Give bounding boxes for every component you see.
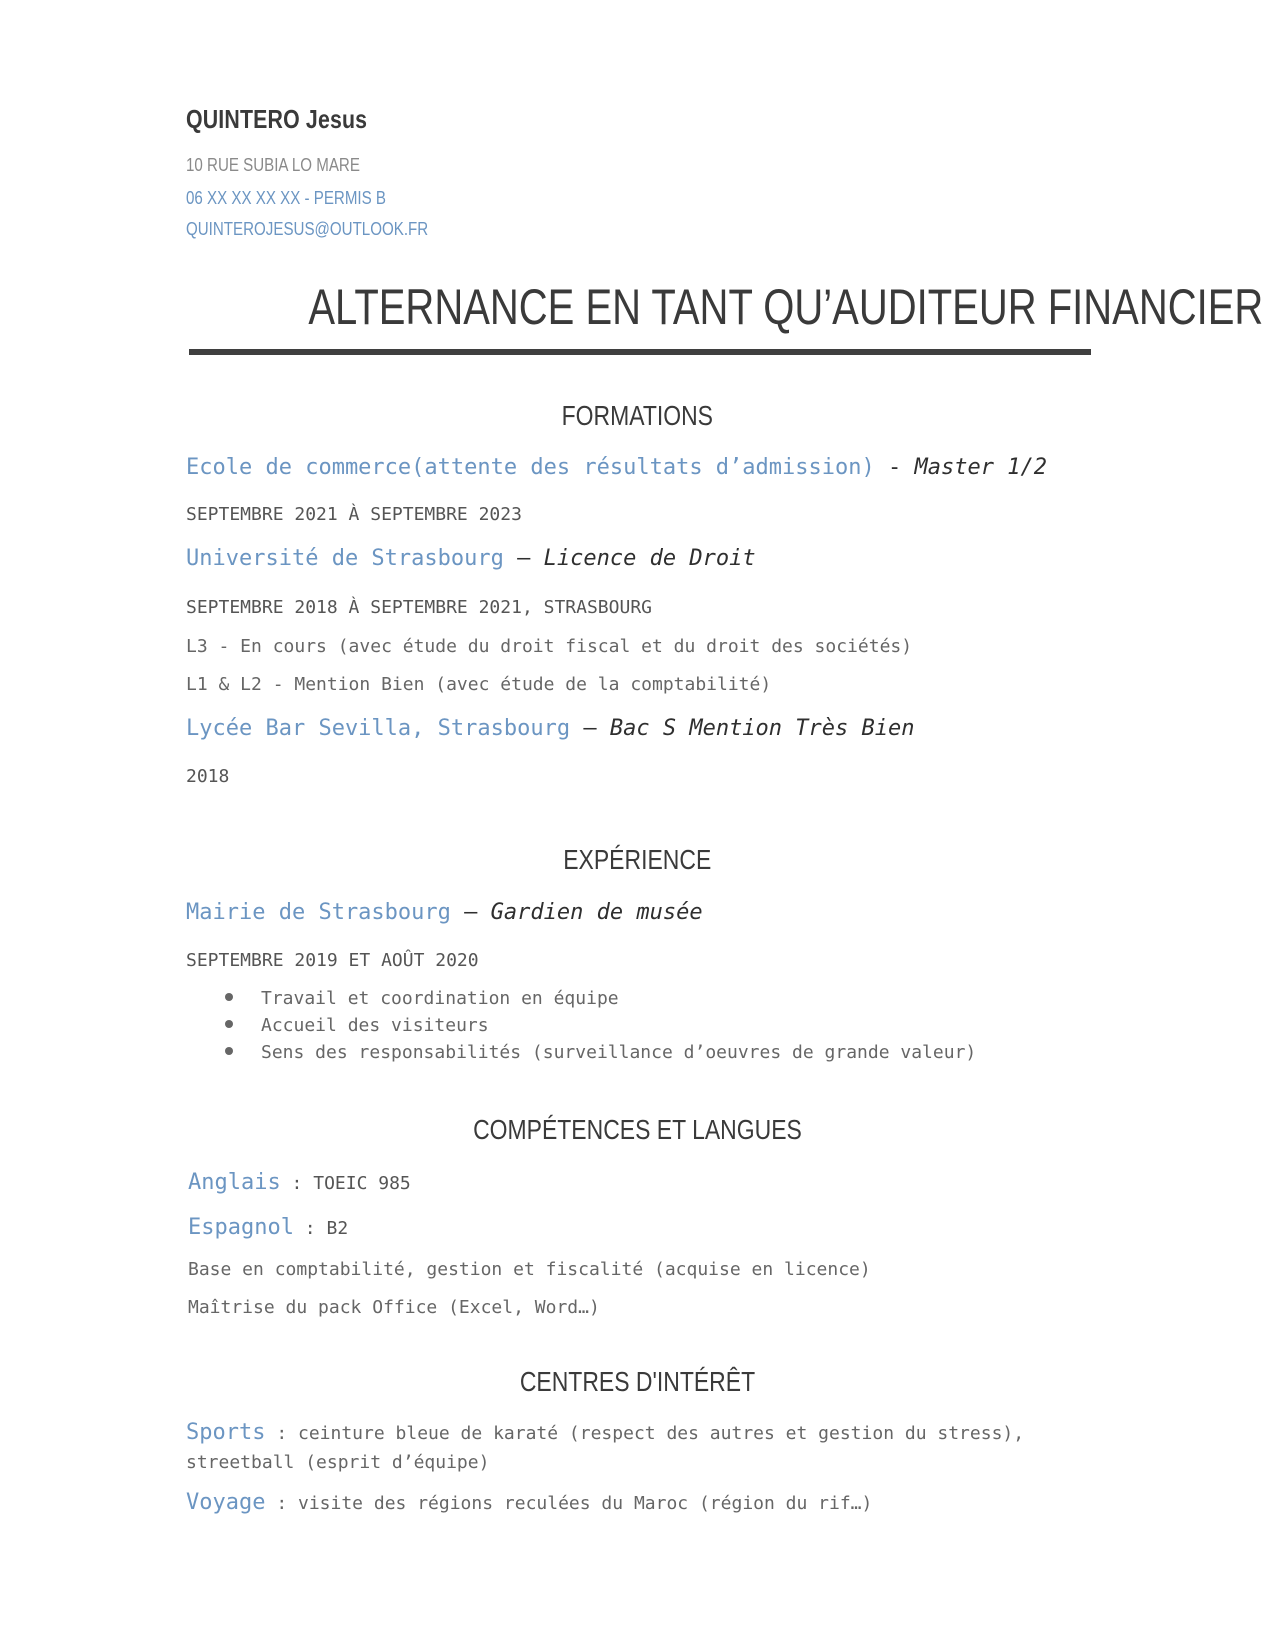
language-name: Espagnol [188,1215,294,1240]
candidate-name: QUINTERO Jesus [186,104,368,134]
formation-detail: L3 - En cours (avec étude du droit fiscal et du droit des sociétés) [186,636,913,657]
entry-separator: — [450,900,491,925]
section-heading-interests: CENTRES D'INTÉRÊT [519,1366,756,1397]
language-level: B2 [326,1218,349,1239]
formation-date: SEPTEMBRE 2021 À SEPTEMBRE 2023 [186,504,522,525]
list-item: Travail et coordination en équipe [225,985,976,1012]
language-separator: : [293,1218,327,1239]
school-name: Lycée Bar Sevilla, Strasbourg [186,716,571,741]
formation-detail: L1 & L2 - Mention Bien (avec étude de la comptabilité) [186,674,772,695]
language-separator: : [280,1173,314,1194]
role-name: Gardien de musée [490,900,703,925]
list-item: Accueil des visiteurs [225,1012,976,1039]
formation-date: 2018 [186,766,230,787]
language-name: Anglais [188,1170,281,1195]
formation-date: SEPTEMBRE 2018 À SEPTEMBRE 2021, STRASBOURG [186,597,652,618]
interest-entry [186,1420,1024,1445]
phone-number: 06 XX XX XX XX - PERMIS B [186,188,386,208]
skill-item: Base en comptabilité, gestion et fiscalité (acquise en licence) [188,1259,871,1280]
interest-description-continued: streetball (esprit d’équipe) [186,1452,490,1473]
interest-description: ceinture bleue de karaté (respect des autres et gestion du stress), [298,1423,1025,1444]
experience-date: SEPTEMBRE 2019 ET AOÛT 2020 [186,950,479,971]
email-address[interactable]: QUINTEROJESUS@OUTLOOK.FR [186,219,429,239]
degree-name: Licence de Droit [543,546,756,571]
section-heading-formations: FORMATIONS [561,400,714,431]
section-heading-experience: EXPÉRIENCE [563,844,712,875]
school-name: Université de Strasbourg [186,546,504,571]
interest-entry [186,1490,872,1515]
interest-separator: : [265,1423,298,1444]
entry-separator: — [570,716,610,741]
experience-entry [186,900,703,925]
formation-entry [186,716,915,741]
formation-entry [186,455,1047,480]
degree-name: Master 1/2 [914,455,1047,480]
entry-separator: — [503,546,544,571]
employer-name: Mairie de Strasbourg [186,900,451,925]
address: 10 RUE SUBIA LO MARE [186,155,360,175]
bullet-icon [225,1047,233,1055]
school-name: Ecole de commerce(attente des résultats d’admission) [186,455,875,480]
bullet-icon [225,993,233,1001]
interest-name: Sports [186,1420,266,1445]
interest-description: visite des régions reculées du Maroc (région du rif…) [298,1493,873,1514]
bullet-icon [225,1020,233,1028]
degree-name: Bac S Mention Très Bien [609,716,915,741]
skill-item: Maîtrise du pack Office (Excel, Word…) [188,1297,600,1318]
experience-bullet-list [225,985,976,1066]
list-item: Sens des responsabilités (surveillance d’oeuvres de grande valeur) [225,1039,976,1066]
section-heading-skills: COMPÉTENCES ET LANGUES [473,1114,802,1145]
formation-entry [186,546,756,571]
title-divider [189,349,1091,355]
language-entry [188,1170,411,1195]
language-entry [188,1215,348,1240]
interest-separator: : [265,1493,298,1514]
interest-name: Voyage [186,1490,266,1515]
entry-separator: - [874,455,915,480]
resume-title: ALTERNANCE EN TANT QU’AUDITEUR FINANCIER [308,279,1264,335]
language-level: TOEIC 985 [313,1173,411,1194]
